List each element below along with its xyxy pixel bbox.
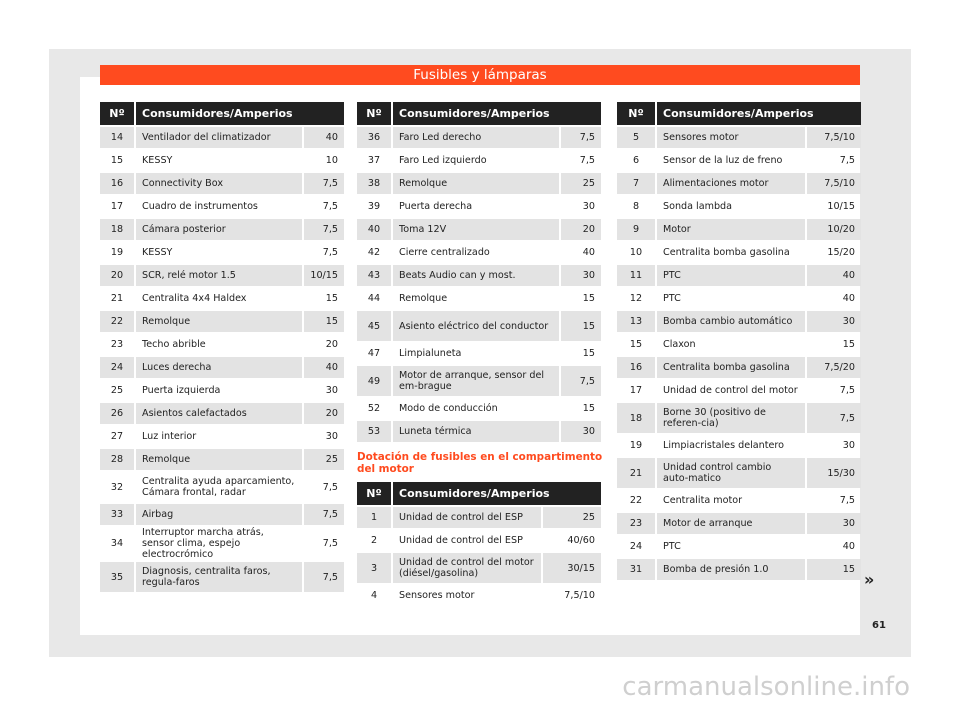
table-row [617, 490, 861, 511]
table-row [617, 513, 861, 534]
column-header-consumers: Consumidores/Amperios [393, 482, 601, 505]
column-header-consumers: Consumidores/Amperios [657, 102, 861, 125]
fuse-number-cell: 17 [617, 380, 657, 401]
consumer-cell: PTC [657, 288, 807, 309]
consumer-cell: Borne 30 (positivo de referen-cia) [657, 403, 807, 433]
consumer-cell: Motor de arranque [657, 513, 807, 534]
amperage-cell: 15 [582, 403, 595, 414]
fuse-table-1 [100, 100, 344, 594]
table-row [100, 403, 344, 424]
table-row [100, 504, 344, 525]
fuse-number-cell: 24 [100, 357, 136, 378]
table-row [617, 196, 861, 217]
amperage-cell: 30 [325, 431, 338, 442]
amperage-cell: 25 [543, 507, 601, 528]
amperage-cell: 7,5/10 [564, 590, 595, 601]
amperage-cell: 30 [561, 265, 601, 286]
amperage-cell: 7,5 [304, 562, 344, 592]
amperage-cell: 20 [304, 403, 344, 424]
fuse-number-cell: 35 [100, 562, 136, 592]
table-row [357, 398, 601, 419]
table-row [100, 288, 344, 309]
table-row [357, 242, 601, 263]
fuse-number-cell: 33 [100, 504, 136, 525]
table-row [100, 449, 344, 470]
section-title: Fusibles y lámparas [100, 65, 860, 85]
table-row [100, 562, 344, 592]
consumer-cell: SCR, relé motor 1.5 [136, 265, 304, 286]
consumer-cell: Luz interior [136, 426, 304, 447]
consumer-cell: Sensor de la luz de freno [657, 150, 807, 171]
consumer-cell: Remolque [393, 173, 561, 194]
amperage-cell: 7,5 [304, 219, 344, 240]
amperage-cell: 15 [582, 348, 595, 359]
amperage-cell: 40 [842, 293, 855, 304]
amperage-cell: 10/15 [304, 265, 344, 286]
fuse-number-cell: 16 [100, 173, 136, 194]
column-header-num: Nº [617, 102, 657, 125]
fuse-number-cell: 2 [357, 530, 393, 551]
watermark: carmanualsonline.info [622, 672, 910, 702]
fuse-number-cell: 13 [617, 311, 657, 332]
table-row [100, 334, 344, 355]
amperage-cell: 7,5 [561, 366, 601, 396]
column-header-consumers: Consumidores/Amperios [393, 102, 601, 125]
table-row [617, 357, 861, 378]
consumer-cell: Unidad de control del motor (diésel/gasolina) [393, 553, 543, 583]
consumer-cell: Techo abrible [136, 334, 304, 355]
consumer-cell: Puerta derecha [393, 196, 561, 217]
consumer-cell: Claxon [657, 334, 807, 355]
amperage-cell: 30 [325, 385, 338, 396]
fuse-number-cell: 34 [100, 527, 136, 560]
fuse-number-cell: 6 [617, 150, 657, 171]
table-row [100, 150, 344, 171]
table-row [617, 536, 861, 557]
table-row [617, 150, 861, 171]
consumer-cell: Centralita ayuda aparcamiento, Cámara frontal, radar [136, 472, 304, 502]
amperage-cell: 20 [561, 219, 601, 240]
table-row [357, 585, 601, 606]
consumer-cell: Centralita motor [657, 490, 807, 511]
fuse-number-cell: 19 [100, 242, 136, 263]
fuse-number-cell: 37 [357, 150, 393, 171]
consumer-cell: PTC [657, 265, 807, 286]
amperage-cell: 40 [807, 265, 861, 286]
fuse-number-cell: 52 [357, 398, 393, 419]
fuse-number-cell: 27 [100, 426, 136, 447]
fuse-table-2 [357, 100, 601, 444]
fuse-number-cell: 25 [100, 380, 136, 401]
consumer-cell: Limpialuneta [393, 343, 561, 364]
consumer-cell: Modo de conducción [393, 398, 561, 419]
consumer-cell: Luneta térmica [393, 421, 561, 442]
consumer-cell: Connectivity Box [136, 173, 304, 194]
consumer-cell: Remolque [136, 311, 304, 332]
table-row [357, 127, 601, 148]
fuse-number-cell: 3 [357, 553, 393, 583]
table-row [617, 334, 861, 355]
consumer-cell: Motor [657, 219, 807, 240]
fuse-number-cell: 22 [617, 490, 657, 511]
consumer-cell: Sensores motor [393, 585, 543, 606]
amperage-cell: 15/20 [827, 247, 855, 258]
amperage-cell: 7,5 [322, 201, 338, 212]
table-row [100, 173, 344, 194]
table-row [357, 311, 601, 341]
amperage-cell: 40 [304, 127, 344, 148]
table-row [100, 127, 344, 148]
table-row [357, 530, 601, 551]
table-row [617, 559, 861, 580]
consumer-cell: Sensores motor [657, 127, 807, 148]
consumer-cell: Interruptor marcha atrás, sensor clima, espejo electrocrómico [136, 527, 304, 560]
amperage-cell: 40/60 [567, 535, 595, 546]
fuse-number-cell: 43 [357, 265, 393, 286]
consumer-cell: Faro Led derecho [393, 127, 561, 148]
amperage-cell: 10/20 [807, 219, 861, 240]
amperage-cell: 7,5 [579, 155, 595, 166]
consumer-cell: Faro Led izquierdo [393, 150, 561, 171]
amperage-cell: 15 [304, 311, 344, 332]
table-row [617, 265, 861, 286]
consumer-cell: Centralita bomba gasolina [657, 357, 807, 378]
consumer-cell: Cámara posterior [136, 219, 304, 240]
consumer-cell: Unidad de control del ESP [393, 530, 543, 551]
amperage-cell: 10 [325, 155, 338, 166]
fuse-number-cell: 21 [100, 288, 136, 309]
amperage-cell: 30 [807, 311, 861, 332]
amperage-cell: 30 [807, 513, 861, 534]
consumer-cell: Asiento eléctrico del conductor [393, 311, 561, 341]
amperage-cell: 7,5 [322, 481, 338, 493]
fuse-number-cell: 28 [100, 449, 136, 470]
table-row [617, 403, 861, 433]
amperage-cell: 20 [325, 339, 338, 350]
table-row [100, 219, 344, 240]
fuse-number-cell: 38 [357, 173, 393, 194]
table-row [357, 553, 601, 583]
fuse-number-cell: 16 [617, 357, 657, 378]
fuse-number-cell: 20 [100, 265, 136, 286]
consumer-cell: Alimentaciones motor [657, 173, 807, 194]
table-row [100, 196, 344, 217]
fuse-number-cell: 36 [357, 127, 393, 148]
consumer-cell: Unidad de control del motor [657, 380, 807, 401]
consumer-cell: Puerta izquierda [136, 380, 304, 401]
amperage-cell: 15 [582, 293, 595, 304]
consumer-cell: Cierre centralizado [393, 242, 561, 263]
table-row [357, 343, 601, 364]
amperage-cell: 7,5 [807, 403, 861, 433]
table-row [357, 196, 601, 217]
fuse-number-cell: 31 [617, 559, 657, 580]
table-row [357, 219, 601, 240]
fuse-number-cell: 18 [100, 219, 136, 240]
amperage-cell: 7,5 [304, 504, 344, 525]
table-row [357, 265, 601, 286]
fuse-number-cell: 14 [100, 127, 136, 148]
fuse-number-cell: 11 [617, 265, 657, 286]
consumer-cell: Beats Audio can y most. [393, 265, 561, 286]
consumer-cell: Sonda lambda [657, 196, 807, 217]
amperage-cell: 25 [561, 173, 601, 194]
fuse-number-cell: 5 [617, 127, 657, 148]
table-row [617, 435, 861, 456]
page-number: 61 [872, 620, 886, 631]
fuse-number-cell: 26 [100, 403, 136, 424]
amperage-cell: 7,5 [839, 155, 855, 166]
amperage-cell: 7,5 [304, 173, 344, 194]
table-row [617, 127, 861, 148]
fuse-number-cell: 45 [357, 311, 393, 341]
consumer-cell: Remolque [136, 449, 304, 470]
amperage-cell: 30 [561, 421, 601, 442]
amperage-cell: 7,5/20 [807, 357, 861, 378]
consumer-cell: Luces derecha [136, 357, 304, 378]
amperage-cell: 15 [807, 559, 861, 580]
continue-arrow: » [864, 570, 875, 589]
fuse-number-cell: 40 [357, 219, 393, 240]
consumer-cell: Limpiacristales delantero [657, 435, 807, 456]
table-row [357, 507, 601, 528]
fuse-number-cell: 10 [617, 242, 657, 263]
table-row [100, 380, 344, 401]
table-row [100, 472, 344, 502]
amperage-cell: 7,5/10 [807, 173, 861, 194]
fuse-number-cell: 15 [617, 334, 657, 355]
consumer-cell: Cuadro de instrumentos [136, 196, 304, 217]
amperage-cell: 15 [842, 339, 855, 350]
amperage-cell: 15/30 [807, 458, 861, 488]
table-row [100, 265, 344, 286]
consumer-cell: Centralita 4x4 Haldex [136, 288, 304, 309]
amperage-cell: 7,5 [322, 247, 338, 258]
table-row [357, 421, 601, 442]
consumer-cell: Centralita bomba gasolina [657, 242, 807, 263]
table-row [617, 380, 861, 401]
engine-compartment-subtitle: Dotación de fusibles en el compartimento del motor [357, 451, 603, 475]
table-row [617, 242, 861, 263]
table-row [617, 173, 861, 194]
fuse-number-cell: 9 [617, 219, 657, 240]
fuse-number-cell: 24 [617, 536, 657, 557]
amperage-cell: 30/15 [543, 553, 601, 583]
column-header-consumers: Consumidores/Amperios [136, 102, 344, 125]
consumer-cell: KESSY [136, 150, 304, 171]
fuse-number-cell: 12 [617, 288, 657, 309]
consumer-cell: Bomba de presión 1.0 [657, 559, 807, 580]
fuse-number-cell: 15 [100, 150, 136, 171]
fuse-number-cell: 8 [617, 196, 657, 217]
fuse-number-cell: 39 [357, 196, 393, 217]
fuse-number-cell: 7 [617, 173, 657, 194]
consumer-cell: Unidad control cambio auto-matico [657, 458, 807, 488]
amperage-cell: 30 [842, 440, 855, 451]
consumer-cell: Unidad de control del ESP [393, 507, 543, 528]
table-row [100, 527, 344, 560]
table-row [617, 311, 861, 332]
fuse-number-cell: 1 [357, 507, 393, 528]
amperage-cell: 7,5 [839, 385, 855, 396]
column-header-num: Nº [357, 482, 393, 505]
amperage-cell: 7,5 [322, 538, 338, 549]
table-row [617, 219, 861, 240]
fuse-number-cell: 4 [357, 585, 393, 606]
amperage-cell: 40 [304, 357, 344, 378]
amperage-cell: 7,5/10 [807, 127, 861, 148]
table-row [617, 288, 861, 309]
fuse-number-cell: 19 [617, 435, 657, 456]
amperage-cell: 40 [582, 247, 595, 258]
amperage-cell: 15 [325, 293, 338, 304]
amperage-cell: 40 [842, 541, 855, 552]
fuse-number-cell: 23 [100, 334, 136, 355]
table-row [357, 366, 601, 396]
fuse-number-cell: 23 [617, 513, 657, 534]
table-row [357, 173, 601, 194]
fuse-number-cell: 17 [100, 196, 136, 217]
consumer-cell: Remolque [393, 288, 561, 309]
fuse-number-cell: 47 [357, 343, 393, 364]
consumer-cell: Airbag [136, 504, 304, 525]
table-row [100, 311, 344, 332]
table-row [617, 458, 861, 488]
amperage-cell: 15 [561, 311, 601, 341]
fuse-number-cell: 18 [617, 403, 657, 433]
column-header-num: Nº [100, 102, 136, 125]
fuse-table-3 [357, 480, 601, 608]
fuse-number-cell: 21 [617, 458, 657, 488]
consumer-cell: KESSY [136, 242, 304, 263]
table-row [100, 357, 344, 378]
consumer-cell: Bomba cambio automático [657, 311, 807, 332]
fuse-number-cell: 44 [357, 288, 393, 309]
amperage-cell: 30 [582, 201, 595, 212]
fuse-number-cell: 42 [357, 242, 393, 263]
amperage-cell: 10/15 [827, 201, 855, 212]
table-row [100, 426, 344, 447]
fuse-number-cell: 22 [100, 311, 136, 332]
amperage-cell: 7,5 [561, 127, 601, 148]
consumer-cell: Diagnosis, centralita faros, regula-faros [136, 562, 304, 592]
table-row [100, 242, 344, 263]
column-header-num: Nº [357, 102, 393, 125]
amperage-cell: 25 [304, 449, 344, 470]
table-row [357, 288, 601, 309]
consumer-cell: PTC [657, 536, 807, 557]
consumer-cell: Toma 12V [393, 219, 561, 240]
consumer-cell: Asientos calefactados [136, 403, 304, 424]
fuse-number-cell: 32 [100, 472, 136, 502]
fuse-table-4 [617, 100, 861, 582]
fuse-number-cell: 49 [357, 366, 393, 396]
amperage-cell: 7,5 [839, 495, 855, 506]
fuse-number-cell: 53 [357, 421, 393, 442]
consumer-cell: Motor de arranque, sensor del em-brague [393, 366, 561, 396]
consumer-cell: Ventilador del climatizador [136, 127, 304, 148]
table-row [357, 150, 601, 171]
